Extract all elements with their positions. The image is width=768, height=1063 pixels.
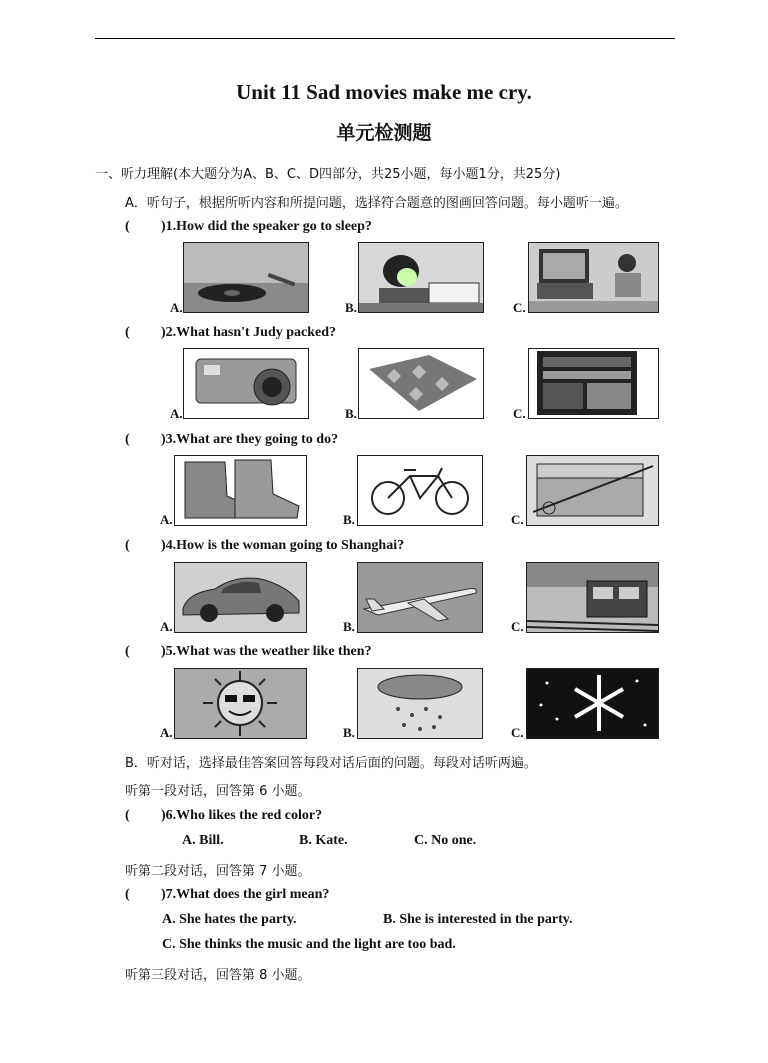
top-rule xyxy=(95,38,675,39)
child-watching-tv-icon xyxy=(528,242,659,313)
sun-icon xyxy=(174,668,307,739)
question-4: ( )4.How is the woman going to Shanghai? xyxy=(125,538,405,553)
option-label: C. xyxy=(511,725,524,740)
fishing-box-icon xyxy=(526,455,659,526)
boots-icon xyxy=(174,455,307,526)
option-label: A. xyxy=(170,300,183,315)
part-b-instruction: B．听对话，选择最佳答案回答每段对话后面的问题。每段对话听两遍。 xyxy=(125,756,537,771)
question-6: ( )6.Who likes the red color? xyxy=(125,808,323,823)
question-7: ( )7.What does the girl mean? xyxy=(125,887,330,902)
option-label: B. xyxy=(345,300,357,315)
train-icon xyxy=(526,562,659,633)
option-label: B. xyxy=(343,619,355,634)
snowflake-icon xyxy=(526,668,659,739)
camera-icon xyxy=(183,348,309,419)
option-label: A. xyxy=(160,619,173,634)
guide-book-icon xyxy=(528,348,659,419)
q7-option-b: B. She is interested in the party. xyxy=(383,912,573,927)
dialog-3-instruction: 听第三段对话，回答第 8 小题。 xyxy=(125,968,311,983)
dialog-2-instruction: 听第二段对话，回答第 7 小题。 xyxy=(125,864,311,879)
page-subtitle: 单元检测题 xyxy=(336,122,432,144)
question-2: ( )2.What hasn't Judy packed? xyxy=(125,325,337,340)
option-label: C. xyxy=(511,619,524,634)
option-label: A. xyxy=(160,725,173,740)
section-heading: 一、听力理解(本大题分为A、B、C、D四部分，共25小题，每小题1分，共25分) xyxy=(95,167,561,182)
page-title: Unit 11 Sad movies make me cry. xyxy=(236,80,532,104)
q7-option-c: C. She thinks the music and the light are too bad. xyxy=(162,937,456,952)
question-3: ( )3.What are they going to do? xyxy=(125,432,339,447)
question-5: ( )5.What was the weather like then? xyxy=(125,644,372,659)
bicycle-icon xyxy=(357,455,483,526)
option-label: B. xyxy=(343,512,355,527)
q6-option-b: B. Kate. xyxy=(299,833,348,848)
q6-option-c: C. No one. xyxy=(414,833,477,848)
question-1: ( )1.How did the speaker go to sleep? xyxy=(125,219,372,234)
sleeping-reader-icon xyxy=(358,242,484,313)
airplane-icon xyxy=(357,562,483,633)
q7-option-a: A. She hates the party. xyxy=(162,912,297,927)
option-label: A. xyxy=(160,512,173,527)
option-label: C. xyxy=(513,406,526,421)
q6-option-a: A. Bill. xyxy=(182,833,224,848)
option-label: A. xyxy=(170,406,183,421)
part-a-instruction: A．听句子，根据所听内容和所提问题，选择符合题意的图画回答问题。每小题听一遍。 xyxy=(125,196,628,211)
record-player-icon xyxy=(183,242,309,313)
option-label: C. xyxy=(513,300,526,315)
dialog-1-instruction: 听第一段对话，回答第 6 小题。 xyxy=(125,784,311,799)
rain-cloud-icon xyxy=(357,668,483,739)
option-label: B. xyxy=(343,725,355,740)
car-icon xyxy=(174,562,307,633)
option-label: C. xyxy=(511,512,524,527)
scarf-icon xyxy=(358,348,484,419)
option-label: B. xyxy=(345,406,357,421)
